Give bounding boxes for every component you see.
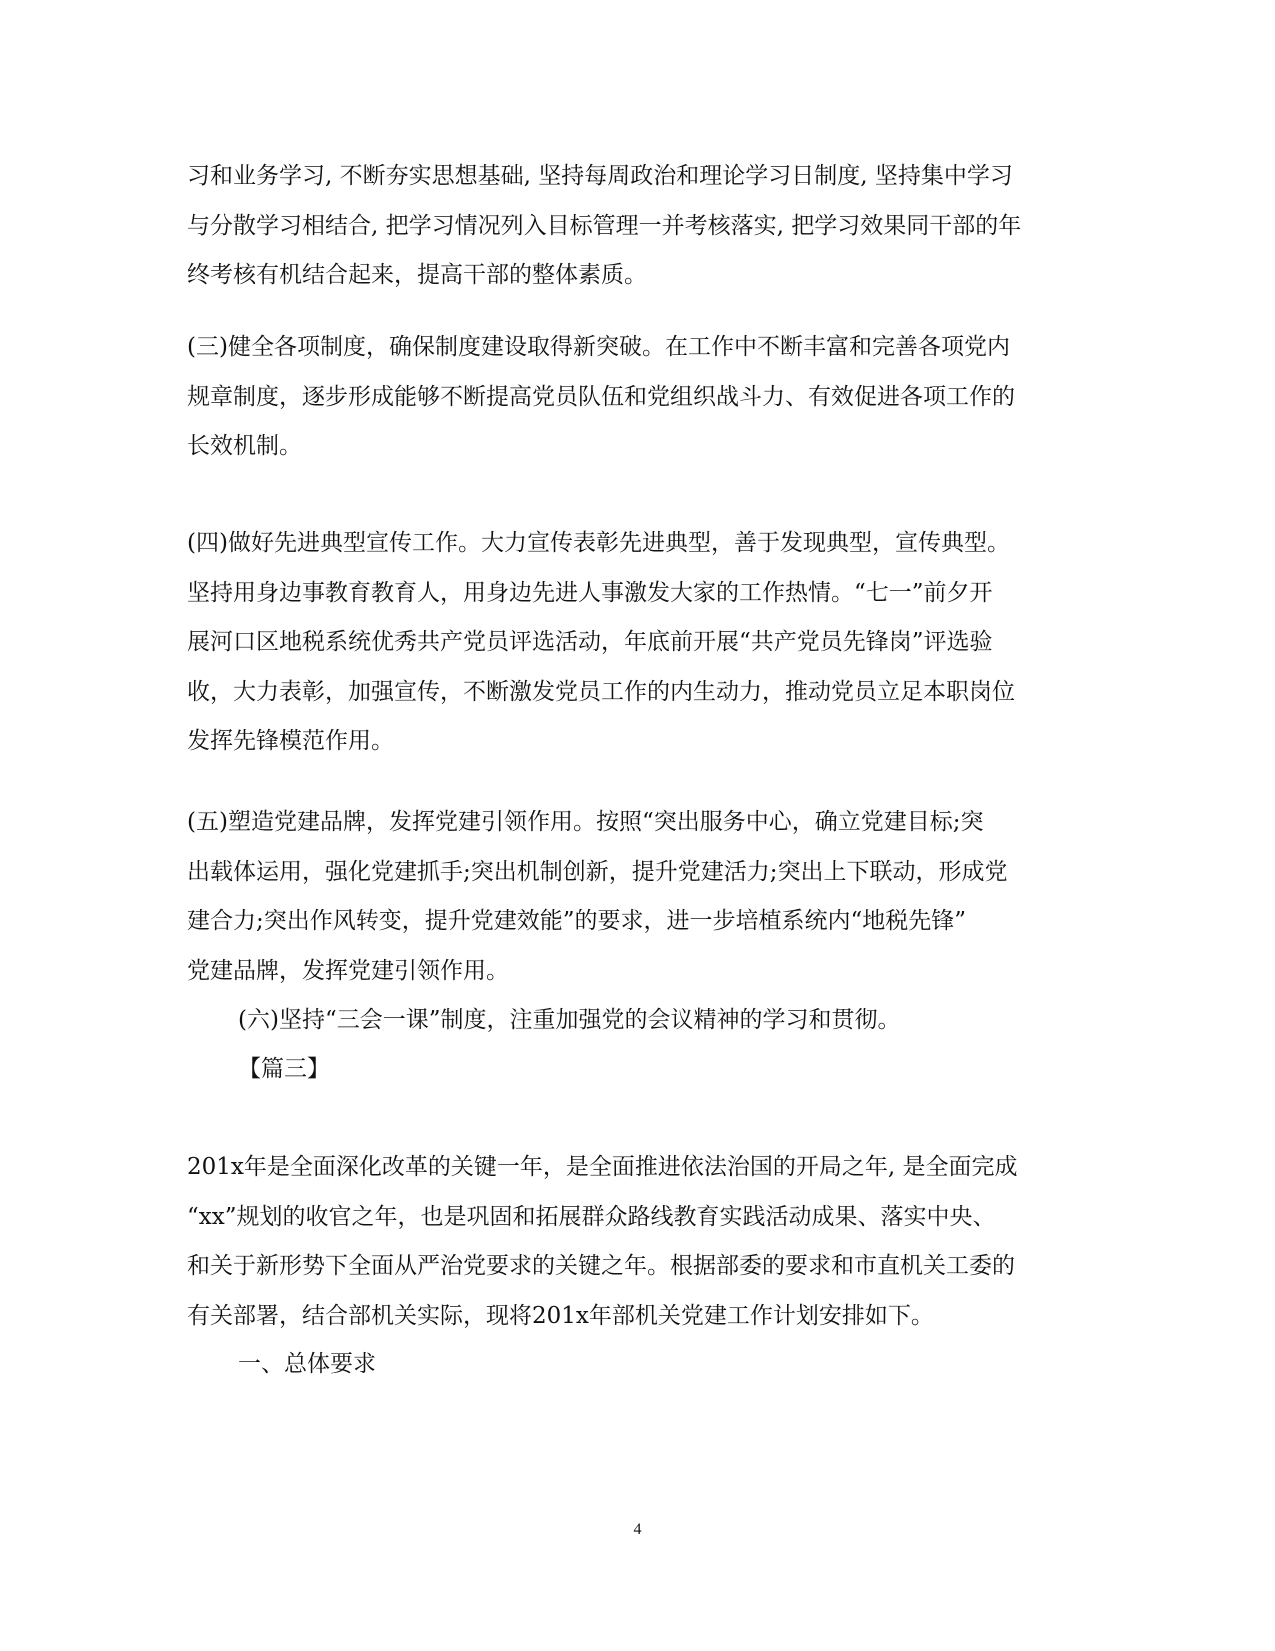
- paragraph-study: [187, 152, 1087, 301]
- text-line: 与分散学习相结合, 把学习情况列入目标管理一并考核落实, 把学习效果同干部的年: [187, 212, 1022, 239]
- text-line: 和关于新形势下全面从严治党要求的关键之年。根据部委的要求和市直机关工委的: [187, 1253, 1015, 1279]
- paragraph-intro: [187, 1143, 1087, 1341]
- text-line: 有关部署，结合部机关实际，现将201x年部机关党建工作计划安排如下。: [187, 1302, 934, 1329]
- text-line: 习和业务学习, 不断夯实思想基础, 坚持每周政治和理论学习日制度, 坚持集中学习: [187, 163, 1013, 189]
- text-line: 终考核有机结合起来，提高干部的整体素质。: [187, 262, 647, 288]
- subheading-general-requirements: [238, 1340, 1087, 1390]
- paragraph-item-6: [238, 996, 1087, 1046]
- text-line: 展河口区地税系统优秀共产党员评选活动，年底前开展“共产党员先锋岗”评选验: [187, 629, 993, 655]
- text-line: 201x年是全面深化改革的关键一年，是全面推进依法治国的开局之年, 是全面完成: [187, 1154, 1018, 1180]
- text-line: 坚持用身边事教育教育人，用身边先进人事激发大家的工作热情。“七一”前夕开: [187, 579, 993, 606]
- paragraph-item-5: [187, 798, 1087, 996]
- text-line: 出载体运用，强化党建抓手;突出机制创新，提升党建活力;突出上下联动，形成党: [187, 858, 1008, 885]
- text-line: (三)健全各项制度，确保制度建设取得新突破。在工作中不断丰富和完善各项党内: [187, 334, 1010, 360]
- page-number: 4: [633, 1521, 642, 1538]
- text-line: 长效机制。: [187, 433, 302, 459]
- text-line: 党建品牌，发挥党建引领作用。: [187, 957, 509, 984]
- text-line: (四)做好先进典型宣传工作。大力宣传表彰先进典型，善于发现典型，宣传典型。: [187, 530, 1010, 556]
- paragraph-item-4: [187, 519, 1087, 767]
- text-line: 建合力;突出作风转变，提升党建效能”的要求，进一步培植系统内“地税先锋”: [187, 908, 967, 934]
- text-line: “xx”规划的收官之年，也是巩固和拓展群众路线教育实践活动成果、落实中央、: [187, 1203, 996, 1230]
- text-line: (六)坚持“三会一课”制度，注重加强党的会议精神的学习和贯彻。: [238, 1007, 901, 1033]
- section-heading: [238, 1045, 1087, 1095]
- text-line: (五)塑造党建品牌，发挥党建引领作用。按照“突出服务中心，确立党建目标;突: [187, 809, 984, 835]
- text-line: 发挥先锋模范作用。: [187, 728, 394, 754]
- heading-text: 【篇三】: [238, 1056, 330, 1082]
- text-line: 规章制度，逐步形成能够不断提高党员队伍和党组织战斗力、有效促进各项工作的: [187, 383, 1015, 410]
- heading-text: 一、总体要求: [238, 1351, 376, 1377]
- paragraph-item-3: [187, 323, 1087, 472]
- text-line: 收，大力表彰，加强宣传，不断激发党员工作的内生动力，推动党员立足本职岗位: [187, 678, 1015, 705]
